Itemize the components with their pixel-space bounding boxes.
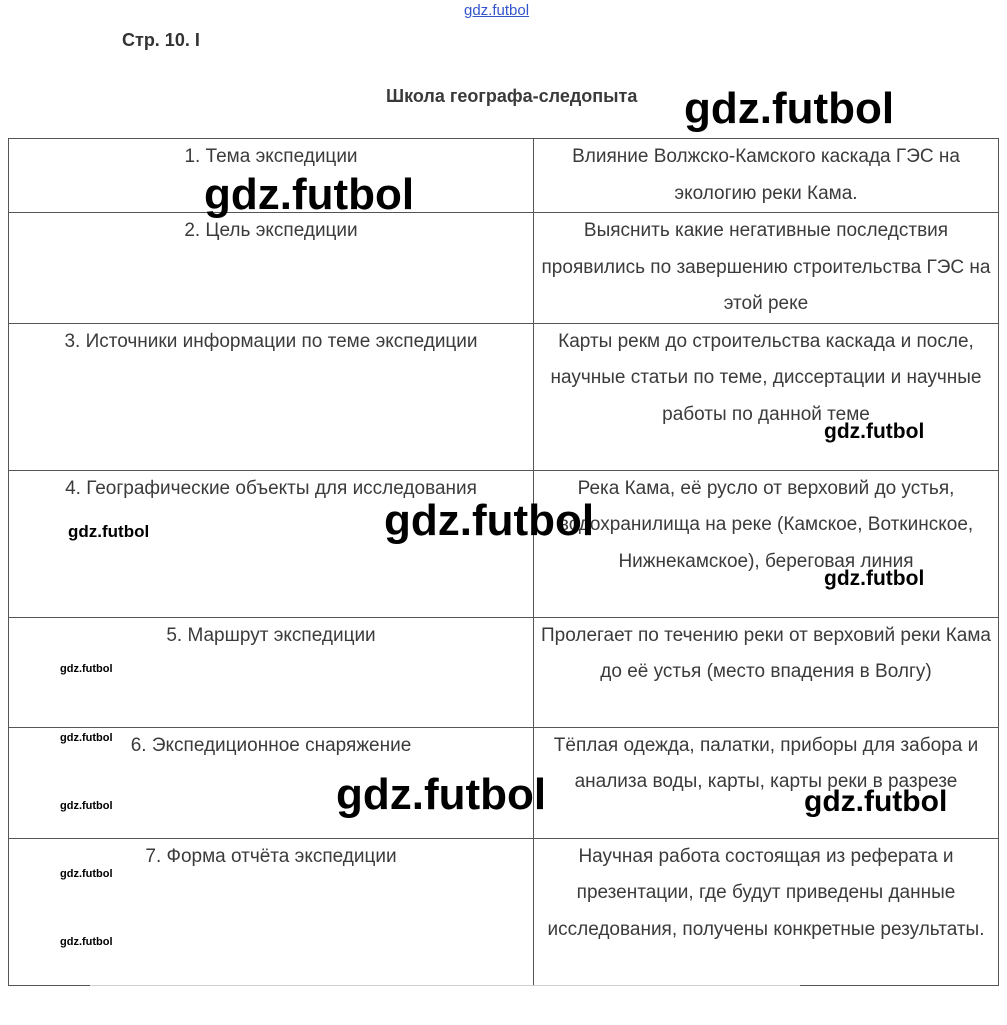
answer-cell: Влияние Волжско-Камского каскада ГЭС на экологию реки Кама.	[534, 139, 999, 213]
watermark: gdz.futbol	[684, 84, 895, 133]
answer-cell: Научная работа состоящая из реферата и презентации, где будут приведены данные исследования, получены конкретные результаты.	[534, 838, 999, 985]
watermark: gdz.futbol	[824, 567, 925, 590]
watermark: gdz.futbol	[60, 732, 113, 744]
answer-cell: Тёплая одежда, палатки, приборы для забора и анализа воды, карты, карты реки в разрезе	[534, 727, 999, 838]
table-row	[9, 323, 999, 470]
watermark: gdz.futbol	[68, 522, 150, 541]
page-label: Стр. 10. I	[122, 30, 200, 50]
question-cell: 3. Источники информации по теме экспедиции	[9, 323, 534, 470]
question-cell: 4. Географические объекты для исследования	[9, 470, 534, 617]
question-cell: 1. Тема экспедиции	[9, 139, 534, 213]
page-title: Школа географа-следопыта	[386, 86, 638, 106]
watermark: gdz.futbol	[464, 2, 530, 19]
watermark: gdz.futbol	[204, 170, 415, 219]
watermark: gdz.futbol	[60, 800, 113, 812]
answer-cell: Выяснить какие негативные последствия проявились по завершению строительства ГЭС на этой реке	[534, 213, 999, 324]
watermark: gdz.futbol	[804, 785, 948, 818]
table-row	[9, 139, 999, 213]
question-cell: 6. Экспедиционное снаряжение	[9, 727, 534, 838]
answer-cell: Пролегает по течению реки от верховий реки Кама до её устья (место впадения в Волгу)	[534, 617, 999, 727]
table-row	[9, 213, 999, 324]
question-cell: 7. Форма отчёта экспедиции	[9, 838, 534, 985]
question-cell: 5. Маршрут экспедиции	[9, 617, 534, 727]
divider	[90, 985, 800, 986]
watermark: gdz.futbol	[60, 936, 113, 948]
expedition-table	[8, 138, 999, 986]
table-row	[9, 617, 999, 727]
table-row	[9, 838, 999, 985]
watermark: gdz.futbol	[60, 663, 113, 675]
watermark: gdz.futbol	[336, 770, 547, 819]
question-cell: 2. Цель экспедиции	[9, 213, 534, 324]
answer-cell: Река Кама, её русло от верховий до устья, водохранилища на реке (Камское, Воткинское, Нижнекамское), береговая линия	[534, 470, 999, 617]
watermark: gdz.futbol	[824, 420, 925, 443]
watermark: gdz.futbol	[384, 496, 595, 545]
answer-cell: Карты рекм до строительства каскада и после, научные статьи по теме, диссертации и научные работы по данной теме	[534, 323, 999, 470]
watermark: gdz.futbol	[60, 868, 113, 880]
